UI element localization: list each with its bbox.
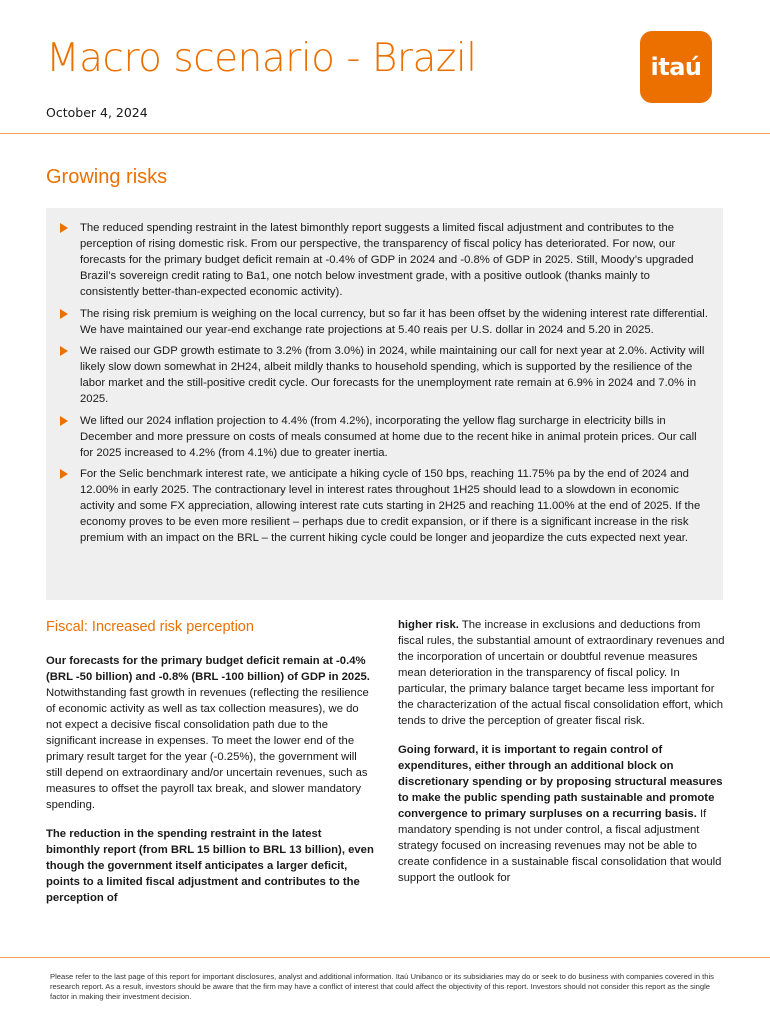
summary-heading: Growing risks xyxy=(46,166,168,188)
fiscal-paragraph-3-lead: higher risk. xyxy=(398,619,459,631)
bullet-arrow-icon xyxy=(60,346,68,356)
fiscal-paragraph-4-lead: Going forward, it is important to regain control of expenditures, either through an additional block on discretionary spending or by proposing structural measures to make the public spending path sustainable and promote convergence to primary surpluses on a recurring basis. xyxy=(398,744,723,820)
summary-item-text: The reduced spending restraint in the latest bimonthly report suggests a limited fiscal adjustment and contributes to the perception of rising domestic risk. From our perspective, the transparency of fiscal policy has deteriorated. For now, our forecasts for the primary budget deficit remain at -0.4% of GDP in 2024 and -0.8% of GDP in 2025. Still, Moody’s upgraded Brazil’s sovereign credit rating to Ba1, one notch below investment grade, with a positive outlook (thanks mainly to consistently better-than-expected economic activity). xyxy=(80,222,694,298)
summary-item-text: The rising risk premium is weighing on the local currency, but so far it has been offset by the widening interest rate differential. We have maintained our year-end exchange rate projections at 5.40 reais per U.S. dollar in 2024 and 5.20 in 2025. xyxy=(80,307,708,336)
itau-logo xyxy=(640,31,712,103)
fiscal-paragraph-2 xyxy=(46,826,376,906)
summary-item xyxy=(60,220,711,300)
summary-list xyxy=(60,220,711,546)
bullet-arrow-icon xyxy=(60,469,68,479)
right-column xyxy=(398,617,728,899)
disclaimer: Please refer to the last page of this report for important disclosures, analyst and additional information. Itaú Unibanco or its subsidiaries may do or seek to do business with companies covered in this research report. As a result, investors should be aware that the firm may have a conflict of interest that could affect the objectivity of this report. Investors should not consider this report as the single factor in making their investment decision. xyxy=(50,972,714,1001)
summary-item xyxy=(60,413,711,461)
summary-item-text: We raised our GDP growth estimate to 3.2% (from 3.0%) in 2024, while maintaining our call for next year at 2.0%. Activity will likely slow down somewhat in 2H24, albeit mildly thanks to household spending, which is supported by the resilience of the labor market and the still-positive credit cycle. Our forecasts for the unemployment rate remain at 6.9% in 2024 and 7.0% in 2025. xyxy=(80,345,705,405)
fiscal-paragraph-4-body: If mandatory spending is not under control, a fiscal adjustment strategy focused on increasing revenues may not be able to create confidence in a sustainable fiscal consolidation that would support the outlook for xyxy=(398,808,722,884)
fiscal-heading: Fiscal: Increased risk perception xyxy=(46,619,254,635)
left-column xyxy=(46,615,376,919)
summary-box xyxy=(46,208,723,600)
summary-item xyxy=(60,343,711,407)
fiscal-paragraph-1 xyxy=(46,653,376,813)
summary-item-text: We lifted our 2024 inflation projection to 4.4% (from 4.2%), incorporating the yellow flag surcharge in electricity bills in December and more pressure on costs of meals consumed at home due to the recent hike in animal protein prices. Our call for 2025 increased to 4.2% (from 4.1%) due to greater inertia. xyxy=(80,414,697,459)
fiscal-paragraph-3-body: The increase in exclusions and deductions from fiscal rules, the substantial amount of extraordinary revenues and the incorporation of uncertain or doubtful revenue measures mean deterioration in the transparency of fiscal policy. In particular, the primary balance target became less important for the characterization of the actual fiscal consolidation effort, which tends to drive the perception of greater fiscal risk. xyxy=(398,619,725,727)
fiscal-paragraph-1-body: Notwithstanding fast growth in revenues (reflecting the resilience of economic activity as well as tax collection measures), we do not expect a decisive fiscal consolidation path due to the significant increase in expenses. To meet the lower end of the primary result target for the year (-0.25%), the government will still depend on extraordinary and/or uncertain revenues, such as measures to offset the payroll tax break, and slower mandatory spending. xyxy=(46,687,369,811)
header-divider xyxy=(0,133,770,134)
summary-item xyxy=(60,466,711,546)
bullet-arrow-icon xyxy=(60,309,68,319)
bullet-arrow-icon xyxy=(60,223,68,233)
report-title: Macro scenario - Brazil xyxy=(46,36,477,81)
logo-text: itaú xyxy=(650,53,702,81)
fiscal-paragraph-3 xyxy=(398,617,728,729)
summary-item xyxy=(60,306,711,338)
report-date: October 4, 2024 xyxy=(46,105,148,120)
summary-item-text: For the Selic benchmark interest rate, we anticipate a hiking cycle of 150 bps, reaching 11.75% pa by the end of 2024 and 12.00% in early 2025. The contractionary level in interest rates throughout 1H25 should lead to a slowdown in economic activity and some FX appreciation, allowing interest rate cuts starting in 2H25 and reaching 11.00% at the end of 2025. If the economy proves to be even more resilient – perhaps due to credit expansion, or if there is a significant increase in the risk premium with an impact on the BRL – the current hiking cycle could be longer and jeopardize the cuts expected next year. xyxy=(80,468,701,544)
footer-divider xyxy=(0,957,770,958)
fiscal-paragraph-4 xyxy=(398,742,728,886)
fiscal-paragraph-1-lead: Our forecasts for the primary budget deficit remain at -0.4% (BRL -50 billion) and -0.8% (BRL -100 billion) of GDP in 2025. xyxy=(46,655,370,683)
fiscal-paragraph-2-lead: The reduction in the spending restraint in the latest bimonthly report (from BRL 15 billion to BRL 13 billion), even though the government itself anticipates a larger deficit, points to a limited fiscal adjustment and contributes to the perception of xyxy=(46,828,374,904)
bullet-arrow-icon xyxy=(60,416,68,426)
